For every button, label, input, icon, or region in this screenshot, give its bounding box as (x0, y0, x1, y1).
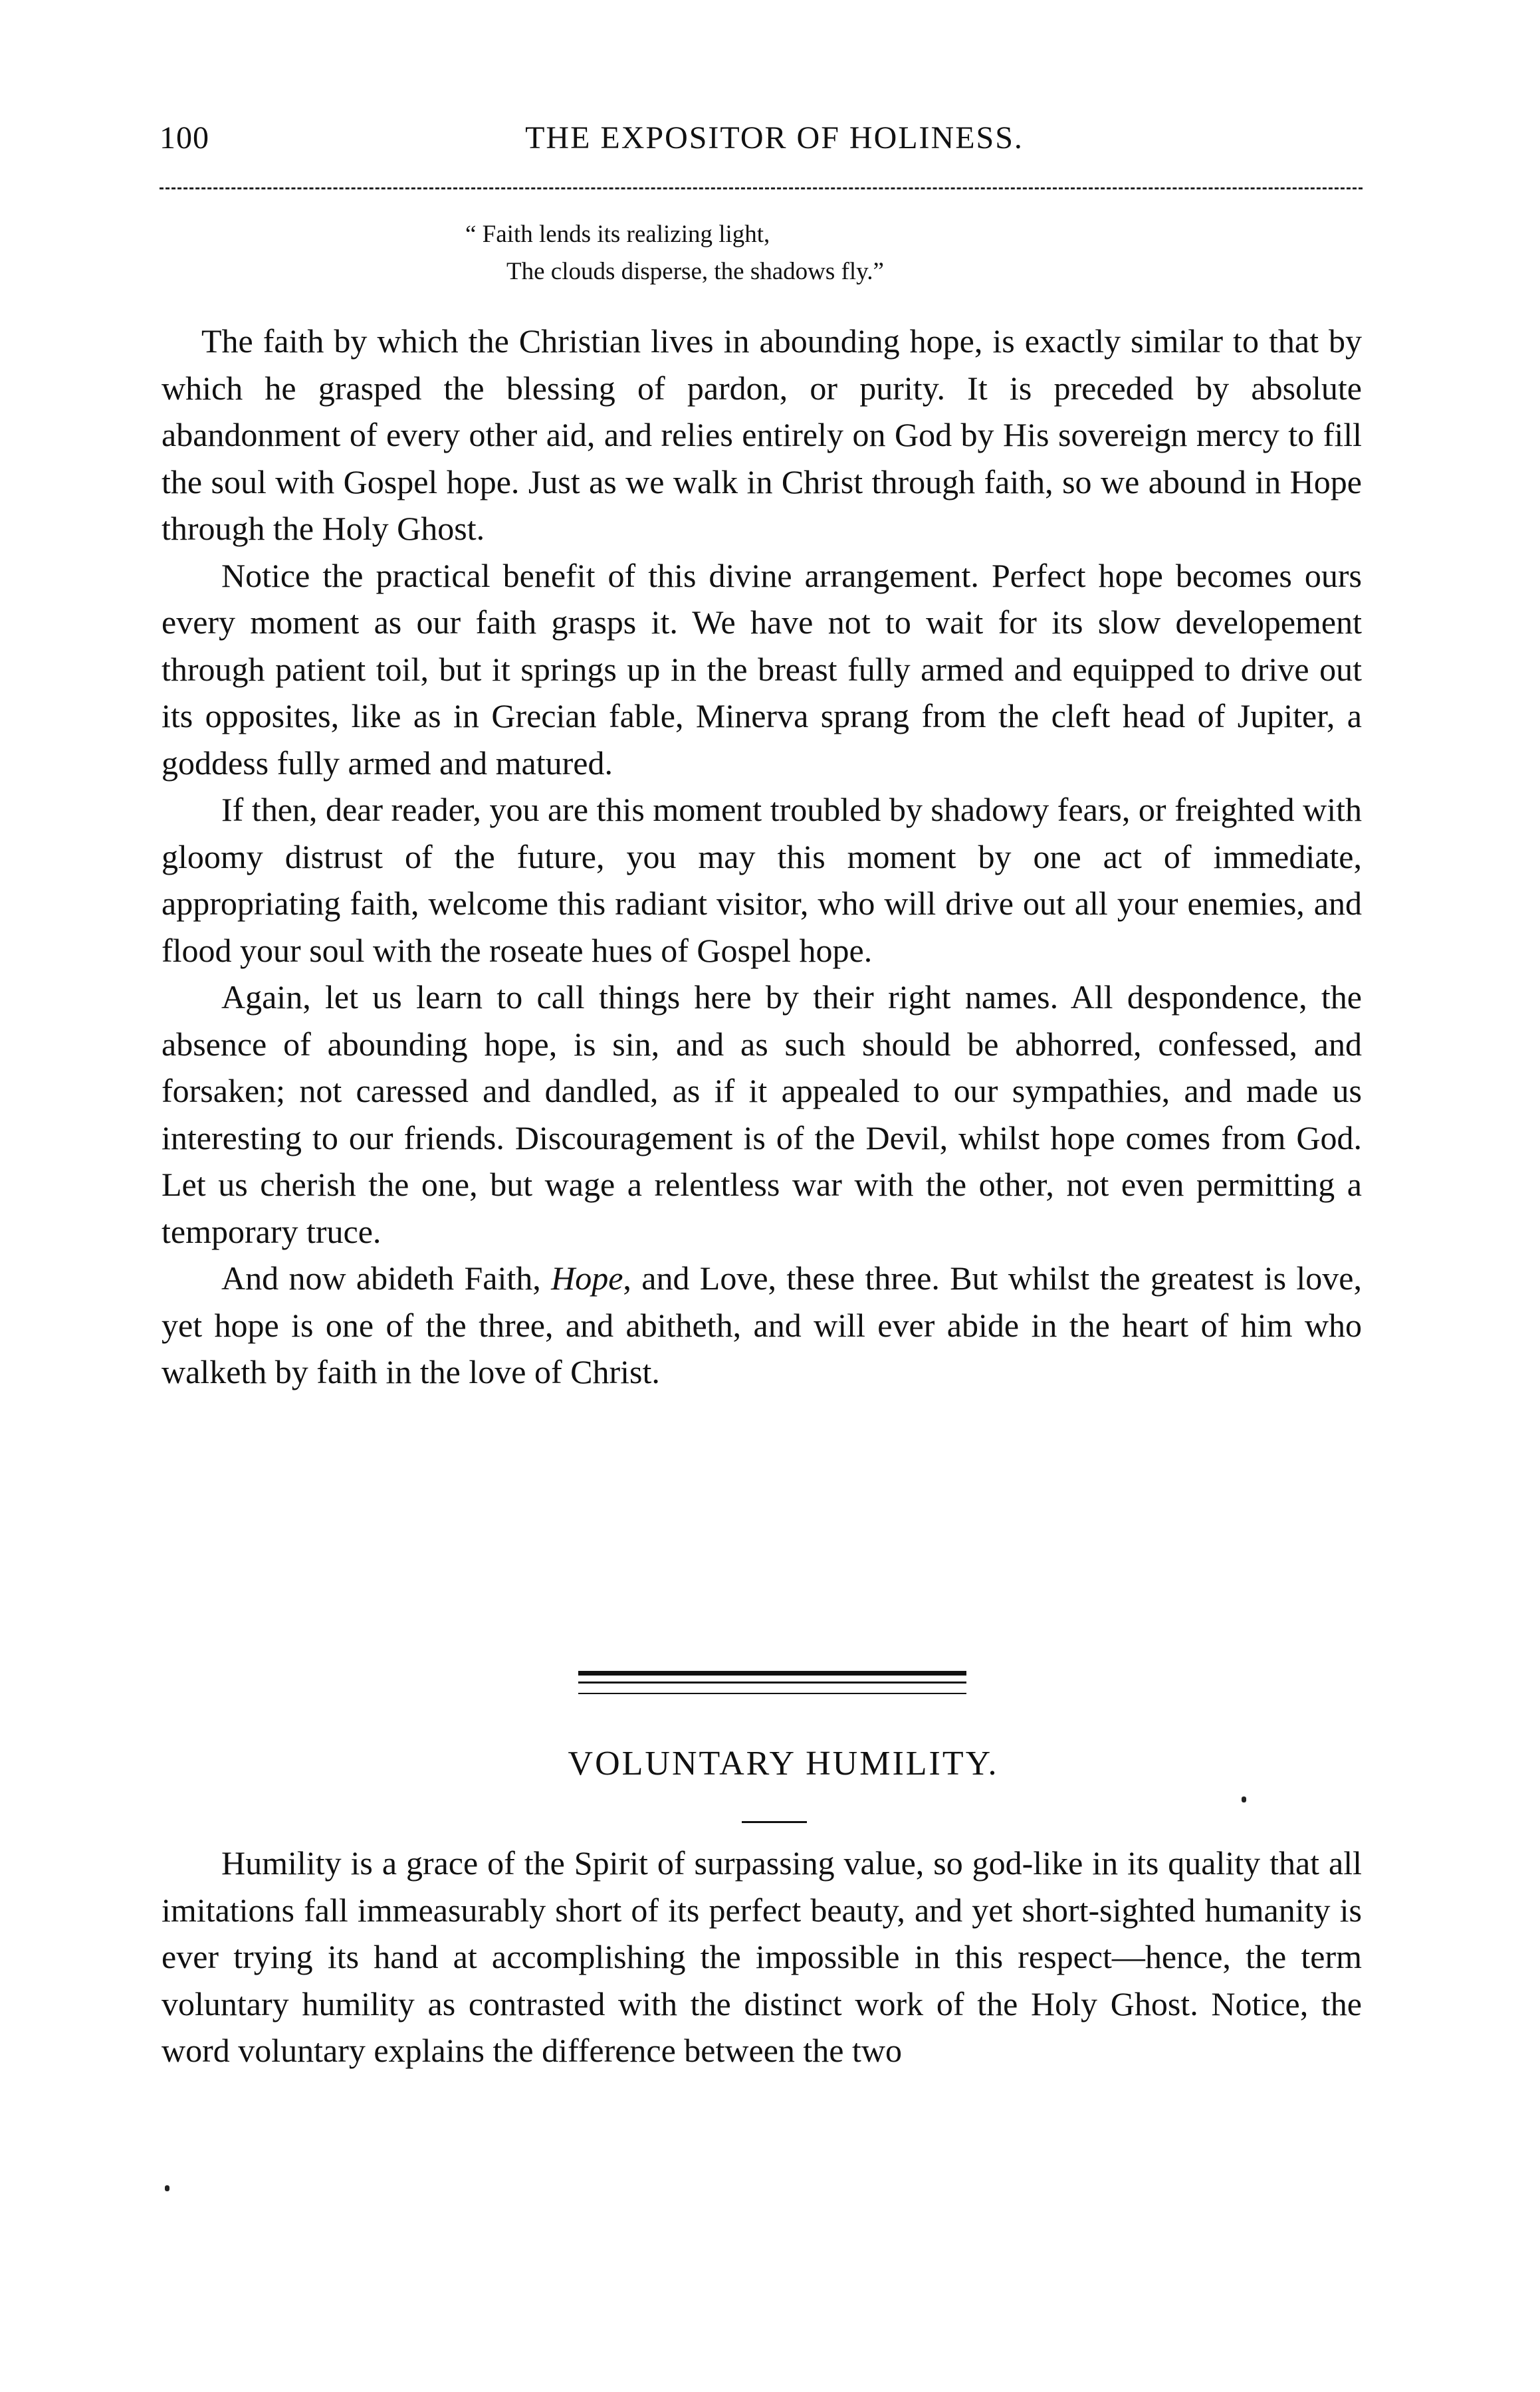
body-paragraph: If then, dear reader, you are this moment troubled by shadowy fears, or freighted with gloomy distrust of the future, you may this moment by one act of immediate, appropriating faith, welcome this radiant visitor, who will drive out all your enemies, and flood your soul with the roseate hues of Gospel hope. (162, 791, 1362, 969)
hope-section-body (162, 318, 1362, 1396)
text-run: , and Love, these three. But whilst the greatest is love, yet hope is one of the three, and abitheth, and will ever abide in the heart of him who walketh by faith in the love of Christ. (162, 1259, 1363, 1390)
header-rule (160, 187, 1363, 189)
body-paragraph: The faith by which the Christian lives in abounding hope, is exactly similar to that by which he grasped the blessing of pardon, or purity. It is preceded by absolute abandonment of every other aid, and relies entirely on God by His sovereign mercy to fill the soul with Gospel hope. Just as we walk in Christ through faith, so we abound in Hope through the Holy Ghost. (162, 322, 1362, 547)
section-divider-rule (578, 1682, 966, 1684)
body-paragraph: Notice the practical benefit of this divine arrangement. Perfect hope becomes ours every moment as our faith grasps it. We have not to wait for its slow developement through patient toil, but it springs up in the breast fully armed and equipped to drive out its opposites, like as in Grecian fable, Minerva sprang from the cleft head of Jupiter, a goddess fully armed and matured. (162, 556, 1362, 782)
journal-title: THE EXPOSITOR OF HOLINESS. (525, 120, 1024, 156)
verse-line-1: “ Faith lends its realizing light, (465, 221, 770, 248)
page-number: 100 (160, 120, 209, 156)
body-paragraph-last (162, 1255, 1362, 1396)
heading-underline (742, 1821, 807, 1823)
body-paragraph: Again, let us learn to call things here by their right names. All despondence, the absence of abounding hope, is sin, and as such should be abhorred, confessed, and forsaken; not caressed and dandled, as if it appealed to our sympathies, and made us interesting to our friends. Discouragement is of the Devil, whilst hope comes from God. Let us cherish the one, but wage a relentless war with the other, not even permitting a temporary truce. (162, 978, 1362, 1250)
epigraph-verse (0, 216, 1540, 290)
humility-section-body (162, 1840, 1362, 2074)
ink-speck (1242, 1796, 1246, 1802)
section-heading: VOLUNTARY HUMILITY. (568, 1745, 999, 1783)
section-divider-rule (578, 1693, 966, 1694)
emphasis-hope: Hope (551, 1259, 623, 1297)
verse-line-2: The clouds disperse, the shadows fly.” (506, 258, 884, 285)
running-head (160, 120, 1376, 166)
ink-speck (165, 2185, 169, 2191)
text-run: And now abideth Faith, (221, 1259, 552, 1297)
section-divider-rule (578, 1671, 966, 1676)
body-paragraph: Humility is a grace of the Spirit of surpassing value, so god-like in its quality that all imitations fall immeasurably short of its perfect beauty, and yet short-sighted humanity is ever trying its hand at accomplishing the impossible in this respect—hence, the term voluntary humility as contrasted with the distinct work of the Holy Ghost. Notice, the word voluntary explains the difference between the two (162, 1844, 1362, 2069)
